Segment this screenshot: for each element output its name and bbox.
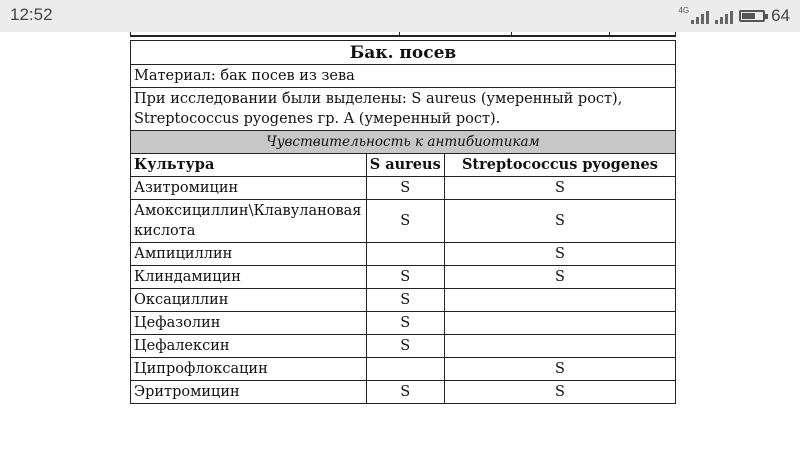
drug-name: Оксациллин [131, 289, 367, 312]
table-row [131, 177, 676, 200]
s-aureus-result: S [366, 177, 444, 200]
report-title: Бак. посев [131, 41, 676, 65]
section-heading: Чувствительность к антибиотикам [131, 131, 676, 154]
streptococcus-result [444, 289, 675, 312]
drug-name: Ампициллин [131, 243, 367, 266]
drug-name: Азитромицин [131, 177, 367, 200]
drug-name: Клиндамицин [131, 266, 367, 289]
s-aureus-result: S [366, 335, 444, 358]
drug-name: Цефазолин [131, 312, 367, 335]
s-aureus-result: S [366, 381, 444, 404]
streptococcus-result [444, 312, 675, 335]
s-aureus-result: S [366, 200, 444, 243]
s-aureus-result: S [366, 312, 444, 335]
battery-icon [739, 10, 765, 22]
table-row [131, 335, 676, 358]
column-header-streptococcus: Streptococcus pyogenes [444, 154, 675, 177]
s-aureus-result: S [366, 289, 444, 312]
title-row [131, 41, 676, 65]
network-type: 4G [678, 5, 690, 15]
battery-percent: 64 [771, 6, 790, 25]
column-header-culture: Культура [131, 154, 367, 177]
findings-row [131, 88, 676, 131]
drug-name: Ципрофлоксацин [131, 358, 367, 381]
previous-table-edge [130, 32, 676, 37]
s-aureus-result [366, 358, 444, 381]
drug-name: Эритромицин [131, 381, 367, 404]
clock: 12:52 [10, 5, 53, 24]
findings-text: При исследовании были выделены: S aureus (умеренный рост), Streptococcus pyogenes гр. A (умеренный рост). [131, 88, 676, 131]
drug-name: Амоксициллин\Клавулановая кислота [131, 200, 367, 243]
signal-icon [691, 8, 709, 24]
table-body [131, 177, 676, 404]
streptococcus-result: S [444, 358, 675, 381]
streptococcus-result [444, 335, 675, 358]
header-row [131, 154, 676, 177]
signal-secondary-icon [715, 8, 733, 24]
drug-name: Цефалексин [131, 335, 367, 358]
table-row [131, 200, 676, 243]
lab-report-table [130, 40, 676, 404]
streptococcus-result: S [444, 243, 675, 266]
streptococcus-result: S [444, 200, 675, 243]
s-aureus-result: S [366, 266, 444, 289]
table-row [131, 381, 676, 404]
table-row [131, 358, 676, 381]
streptococcus-result: S [444, 266, 675, 289]
table-row [131, 266, 676, 289]
status-icons [678, 4, 790, 28]
table-row [131, 289, 676, 312]
table-row [131, 243, 676, 266]
streptococcus-result: S [444, 381, 675, 404]
column-header-s-aureus: S aureus [366, 154, 444, 177]
status-bar [0, 0, 800, 32]
section-row [131, 131, 676, 154]
material-text: Материал: бак посев из зева [131, 65, 676, 88]
table-row [131, 312, 676, 335]
material-row [131, 65, 676, 88]
s-aureus-result [366, 243, 444, 266]
streptococcus-result: S [444, 177, 675, 200]
